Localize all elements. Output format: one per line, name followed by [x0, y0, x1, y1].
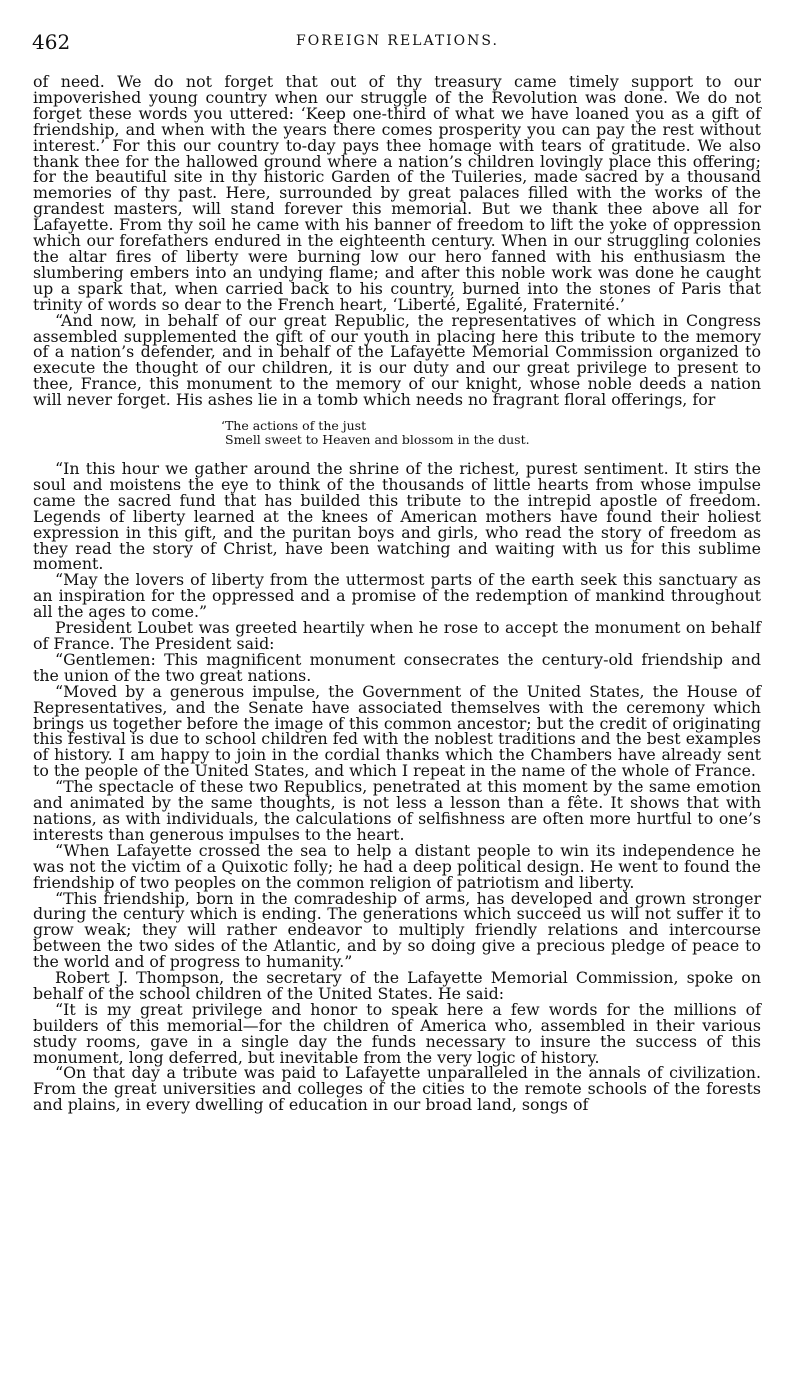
paragraph: “Moved by a generous impulse, the Government of the United States, the House of Representatives, and the Senate have associated themselves with the ceremony which brings us together before the image of this common ancestor; but the credit of originating this festival is due to school children fed with the noblest traditions and the best examples of history. I am happy to join in the cordial thanks which the Chambers have already sent to the people of the United States, and which I repeat in the name of the whole of France. — [33, 681, 761, 781]
paragraph: “In this hour we gather around the shrine of the richest, purest sentiment. It stirs the soul and moistens the eye to think of the thousands of little hearts from whose impulse came the sacred fund that has builded this tribute to the intrepid apostle of freedom. Legends of liberty learned at the knees of American mothers have found their holiest expression in this gift, and the puritan boys and girls, who read the story of freedom as they read the story of Christ, have been watching and waiting with us for this sublime moment. — [33, 459, 761, 574]
body-text — [33, 74, 761, 1113]
page-number: 462 — [32, 30, 71, 54]
paragraph: “It is my great privilege and honor to speak here a few words for the millions of builders of this memorial—for the children of America who, assembled in their various study rooms, gave in a single day the funds necessary to insure the success of this monument, long deferred, but inevitable from the very logic of history. — [33, 999, 761, 1067]
paragraph: Robert J. Thompson, the secretary of the Lafayette Memorial Commission, spoke on behalf of the school children of the United States. He said: — [33, 968, 761, 1003]
running-head: FOREIGN RELATIONS. — [296, 33, 499, 49]
page-header — [32, 30, 763, 56]
paragraph: “And now, in behalf of our great Republic, the representatives of which in Congress assembled supplemented the gift of our youth in placing here this tribute to the memory of a nation’s defender, and in behalf of the Lafayette Memorial Commission organized to execute the thought of our children, it is our duty and our great privilege to present to thee, France, this monument to the memory of our knight, whose noble deeds a nation will never forget. His ashes lie in a tomb which needs no fragrant floral offerings, for — [33, 310, 761, 410]
verse-quotation — [221, 419, 761, 447]
paragraph: “May the lovers of liberty from the uttermost parts of the earth seek this sanctuary as an inspiration for the oppressed and a promise of the redemption of mankind throughout all the ages to come.” — [33, 570, 761, 622]
paragraph: President Loubet was greeted heartily when he rose to accept the monument on behalf of France. The President said: — [33, 618, 761, 653]
verse-line: Smell sweet to Heaven and blossom in the dust. — [225, 432, 530, 448]
paragraph: of need. We do not forget that out of thy treasury came timely support to our impoverished young country when our struggle of the Revolution was done. We do not forget these words you uttered: ‘Keep one-third of what we have loaned you as a gift of friendship, and when with the years there comes prosperity you can pay the rest without interest.’ For this our country to-day pays thee homage with tears of gratitude. We also thank thee for the hallowed ground where a nation’s children lovingly place this offering; for the beautiful site in thy historic Garden of the Tuileries, made sacred by a thousand memories of thy past. Here, surrounded by great palaces filled with the works of the grandest masters, will stand forever this memorial. But we thank thee above all for Lafayette. From thy soil he came with his banner of freedom to lift the yoke of oppression which our forefathers endured in the eighteenth century. When in our struggling colonies the altar fires of liberty were burning low our hero fanned with his enthusiasm the slumbering embers into an undying flame; and after this noble work was done he caught up a spark that, when carried back to his country, burned into the stones of Paris that trinity of words so dear to the French heart, ‘Liberté, Egalité, Fraternité.’ — [33, 72, 761, 314]
verse-line: ‘The actions of the just — [221, 418, 367, 434]
paragraph: “On that day a tribute was paid to Lafayette unparalleled in the annals of civilization. From the great universities and colleges of the cities to the remote schools of the forests and plains, in every dwelling of education in our broad land, songs of — [33, 1063, 761, 1115]
paragraph: “Gentlemen: This magnificent monument consecrates the century-old friendship and the union of the two great nations. — [33, 649, 761, 685]
paragraph: “When Lafayette crossed the sea to help a distant people to win its independence he was not the victim of a Quixotic folly; he had a deep political design. He went to found the friendship of two peoples on the common religion of patriotism and liberty. — [33, 840, 761, 892]
paragraph: “The spectacle of these two Republics, penetrated at this moment by the same emotion and animated by the same thoughts, is not less a lesson than a fête. It shows that with nations, as with individuals, the calculations of selfishness are often more hurtful to one’s interests than generous impulses to the heart. — [33, 777, 761, 844]
paragraph: “This friendship, born in the comradeship of arms, has developed and grown stronger during the century which is ending. The generations which succeed us will not suffer it to grow weak; they will rather endeavor to multiply friendly relations and intercourse between the two sides of the Atlantic, and by so doing give a precious pledge of peace to the world and of progress to humanity.” — [33, 888, 761, 972]
